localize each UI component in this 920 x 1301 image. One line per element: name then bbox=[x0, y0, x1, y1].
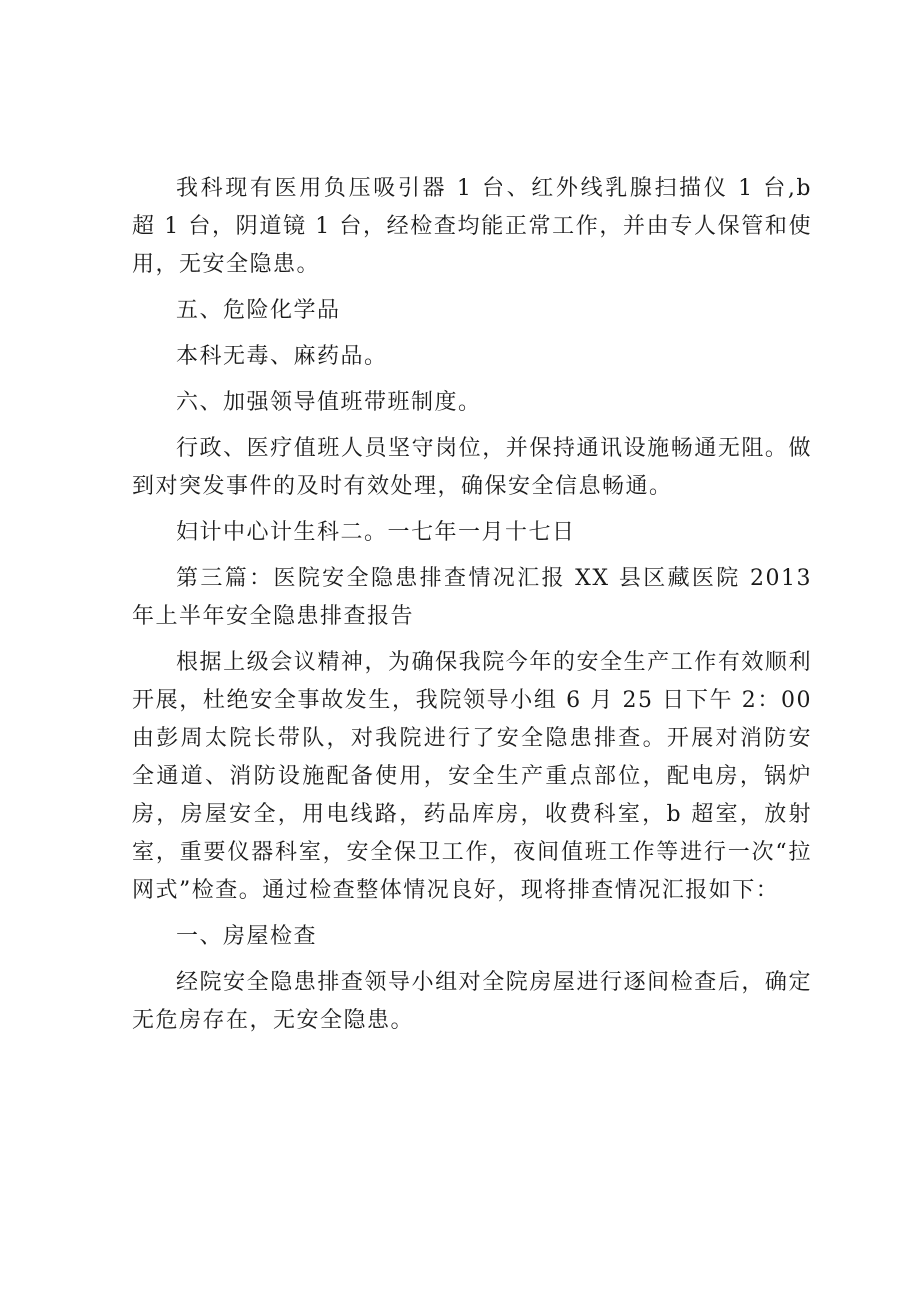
heading-hazardous-chemicals: 五、危险化学品 bbox=[176, 298, 341, 323]
heading-leadership-duty: 六、加强领导值班带班制度。 bbox=[176, 390, 482, 415]
paragraph-duty-staff: 行政、医疗值班人员坚守岗位，并保持通讯设施畅通无阻。做到对突发事件的及时有效处理，确保安全信息畅通。 bbox=[132, 436, 812, 499]
document-body bbox=[132, 170, 812, 1048]
paragraph-no-narcotics: 本科无毒、麻药品。 bbox=[176, 344, 388, 369]
paragraph-inspection-overview: 根据上级会议精神，为确保我院今年的安全生产工作有效顺利开展，杜绝安全事故发生，我院领导小组 6 月 25 日下午 2：00 由彭周太院长带队，对我院进行了安全隐患排查。开展对消防安全通道、消防设施配备使用，安全生产重点部位，配电房，锅炉房，房屋安全，用电线路，药品库房，收费科室，b 超室，放射室，重要仪器科室，安全保卫工作，夜间值班工作等进行一次“拉网式”检查。通过检查整体情况良好，现将排查情况汇报如下： bbox=[132, 650, 812, 903]
heading-building-inspection: 一、房屋检查 bbox=[176, 924, 318, 949]
paragraph-equipment: 我科现有医用负压吸引器 1 台、红外线乳腺扫描仪 1 台,b 超 1 台，阴道镜 1 台，经检查均能正常工作，并由专人保管和使用，无安全隐患。 bbox=[132, 176, 812, 277]
paragraph-building-result: 经院安全隐患排查领导小组对全院房屋进行逐间检查后，确定无危房存在，无安全隐患。 bbox=[132, 970, 812, 1033]
heading-part-three: 第三篇：医院安全隐患排查情况汇报 XX 县区藏医院 2013 年上半年安全隐患排查报告 bbox=[132, 566, 812, 629]
paragraph-signature-date: 妇计中心计生科二。一七年一月十七日 bbox=[176, 520, 576, 545]
